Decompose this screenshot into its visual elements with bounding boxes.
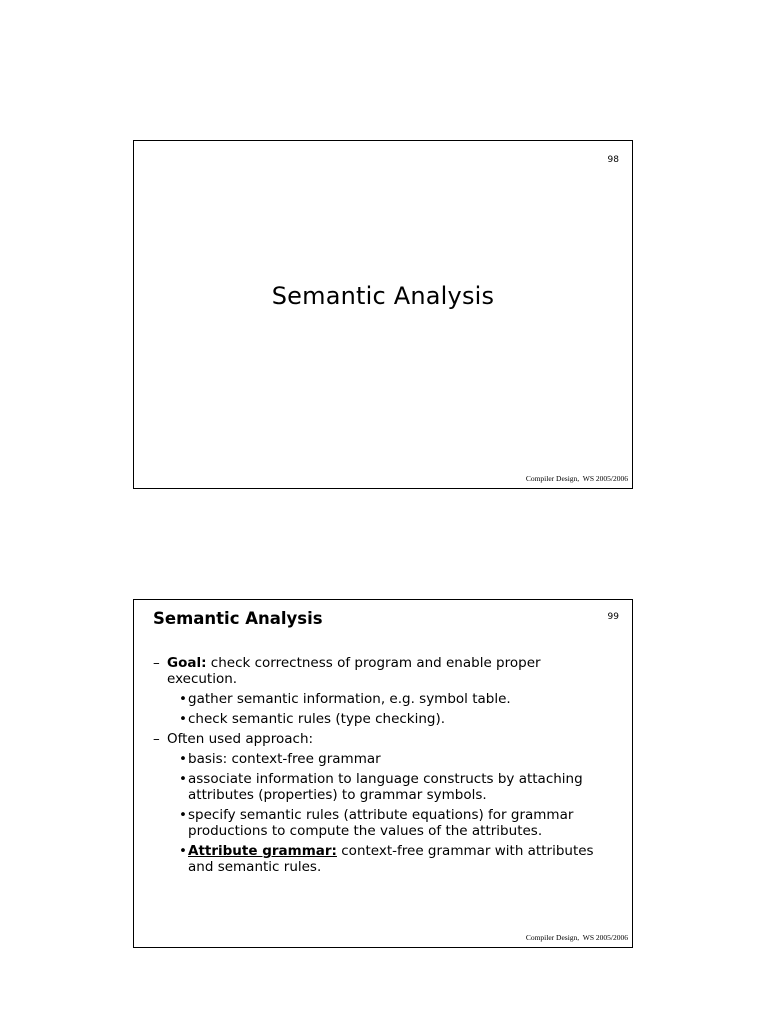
- slide-title: Semantic Analysis: [271, 282, 495, 310]
- list-item-text: specify semantic rules (attribute equations) for grammar productions to compute the values of the attributes.: [188, 807, 574, 839]
- slide-title: Semantic Analysis: [153, 609, 323, 628]
- goal-text: check correctness of program and enable proper execution.: [167, 655, 541, 687]
- slide-98: [133, 140, 633, 489]
- bullet-marker: •: [179, 751, 187, 767]
- slide-footer: Compiler Design, WS 2005/2006: [525, 474, 628, 483]
- bullet-marker: •: [179, 807, 187, 823]
- bullet-marker: •: [179, 771, 187, 787]
- list-item: [153, 711, 612, 727]
- goal-label: Goal:: [167, 655, 207, 671]
- list-item-text: basis: context-free grammar: [188, 751, 381, 767]
- bullet-marker: •: [179, 843, 187, 859]
- list-item-attribute-grammar: [153, 843, 612, 875]
- list-item-text: gather semantic information, e.g. symbol table.: [188, 691, 511, 707]
- slide-number: 98: [607, 155, 619, 165]
- dash-marker: –: [153, 655, 160, 671]
- list-item: [153, 771, 612, 803]
- bullet-marker: •: [179, 691, 187, 707]
- list-item: [153, 751, 612, 767]
- approach-text: Often used approach:: [167, 731, 314, 747]
- slide-footer: Compiler Design, WS 2005/2006: [525, 933, 628, 942]
- attribute-grammar-label: Attribute grammar:: [188, 843, 337, 859]
- list-item-goal: [153, 655, 612, 687]
- list-item-text: associate information to language constructs by attaching attributes (properties) to grammar symbols.: [188, 771, 583, 803]
- slide-content: [153, 655, 612, 879]
- bullet-marker: •: [179, 711, 187, 727]
- attribute-grammar-text: context-free grammar with attributes and semantic rules.: [188, 843, 594, 875]
- list-item: [153, 691, 612, 707]
- slide-number: 99: [607, 612, 619, 622]
- dash-marker: –: [153, 731, 160, 747]
- slide-99: [133, 599, 633, 948]
- list-item-approach: [153, 731, 612, 747]
- list-item-text: check semantic rules (type checking).: [188, 711, 446, 727]
- list-item: [153, 807, 612, 839]
